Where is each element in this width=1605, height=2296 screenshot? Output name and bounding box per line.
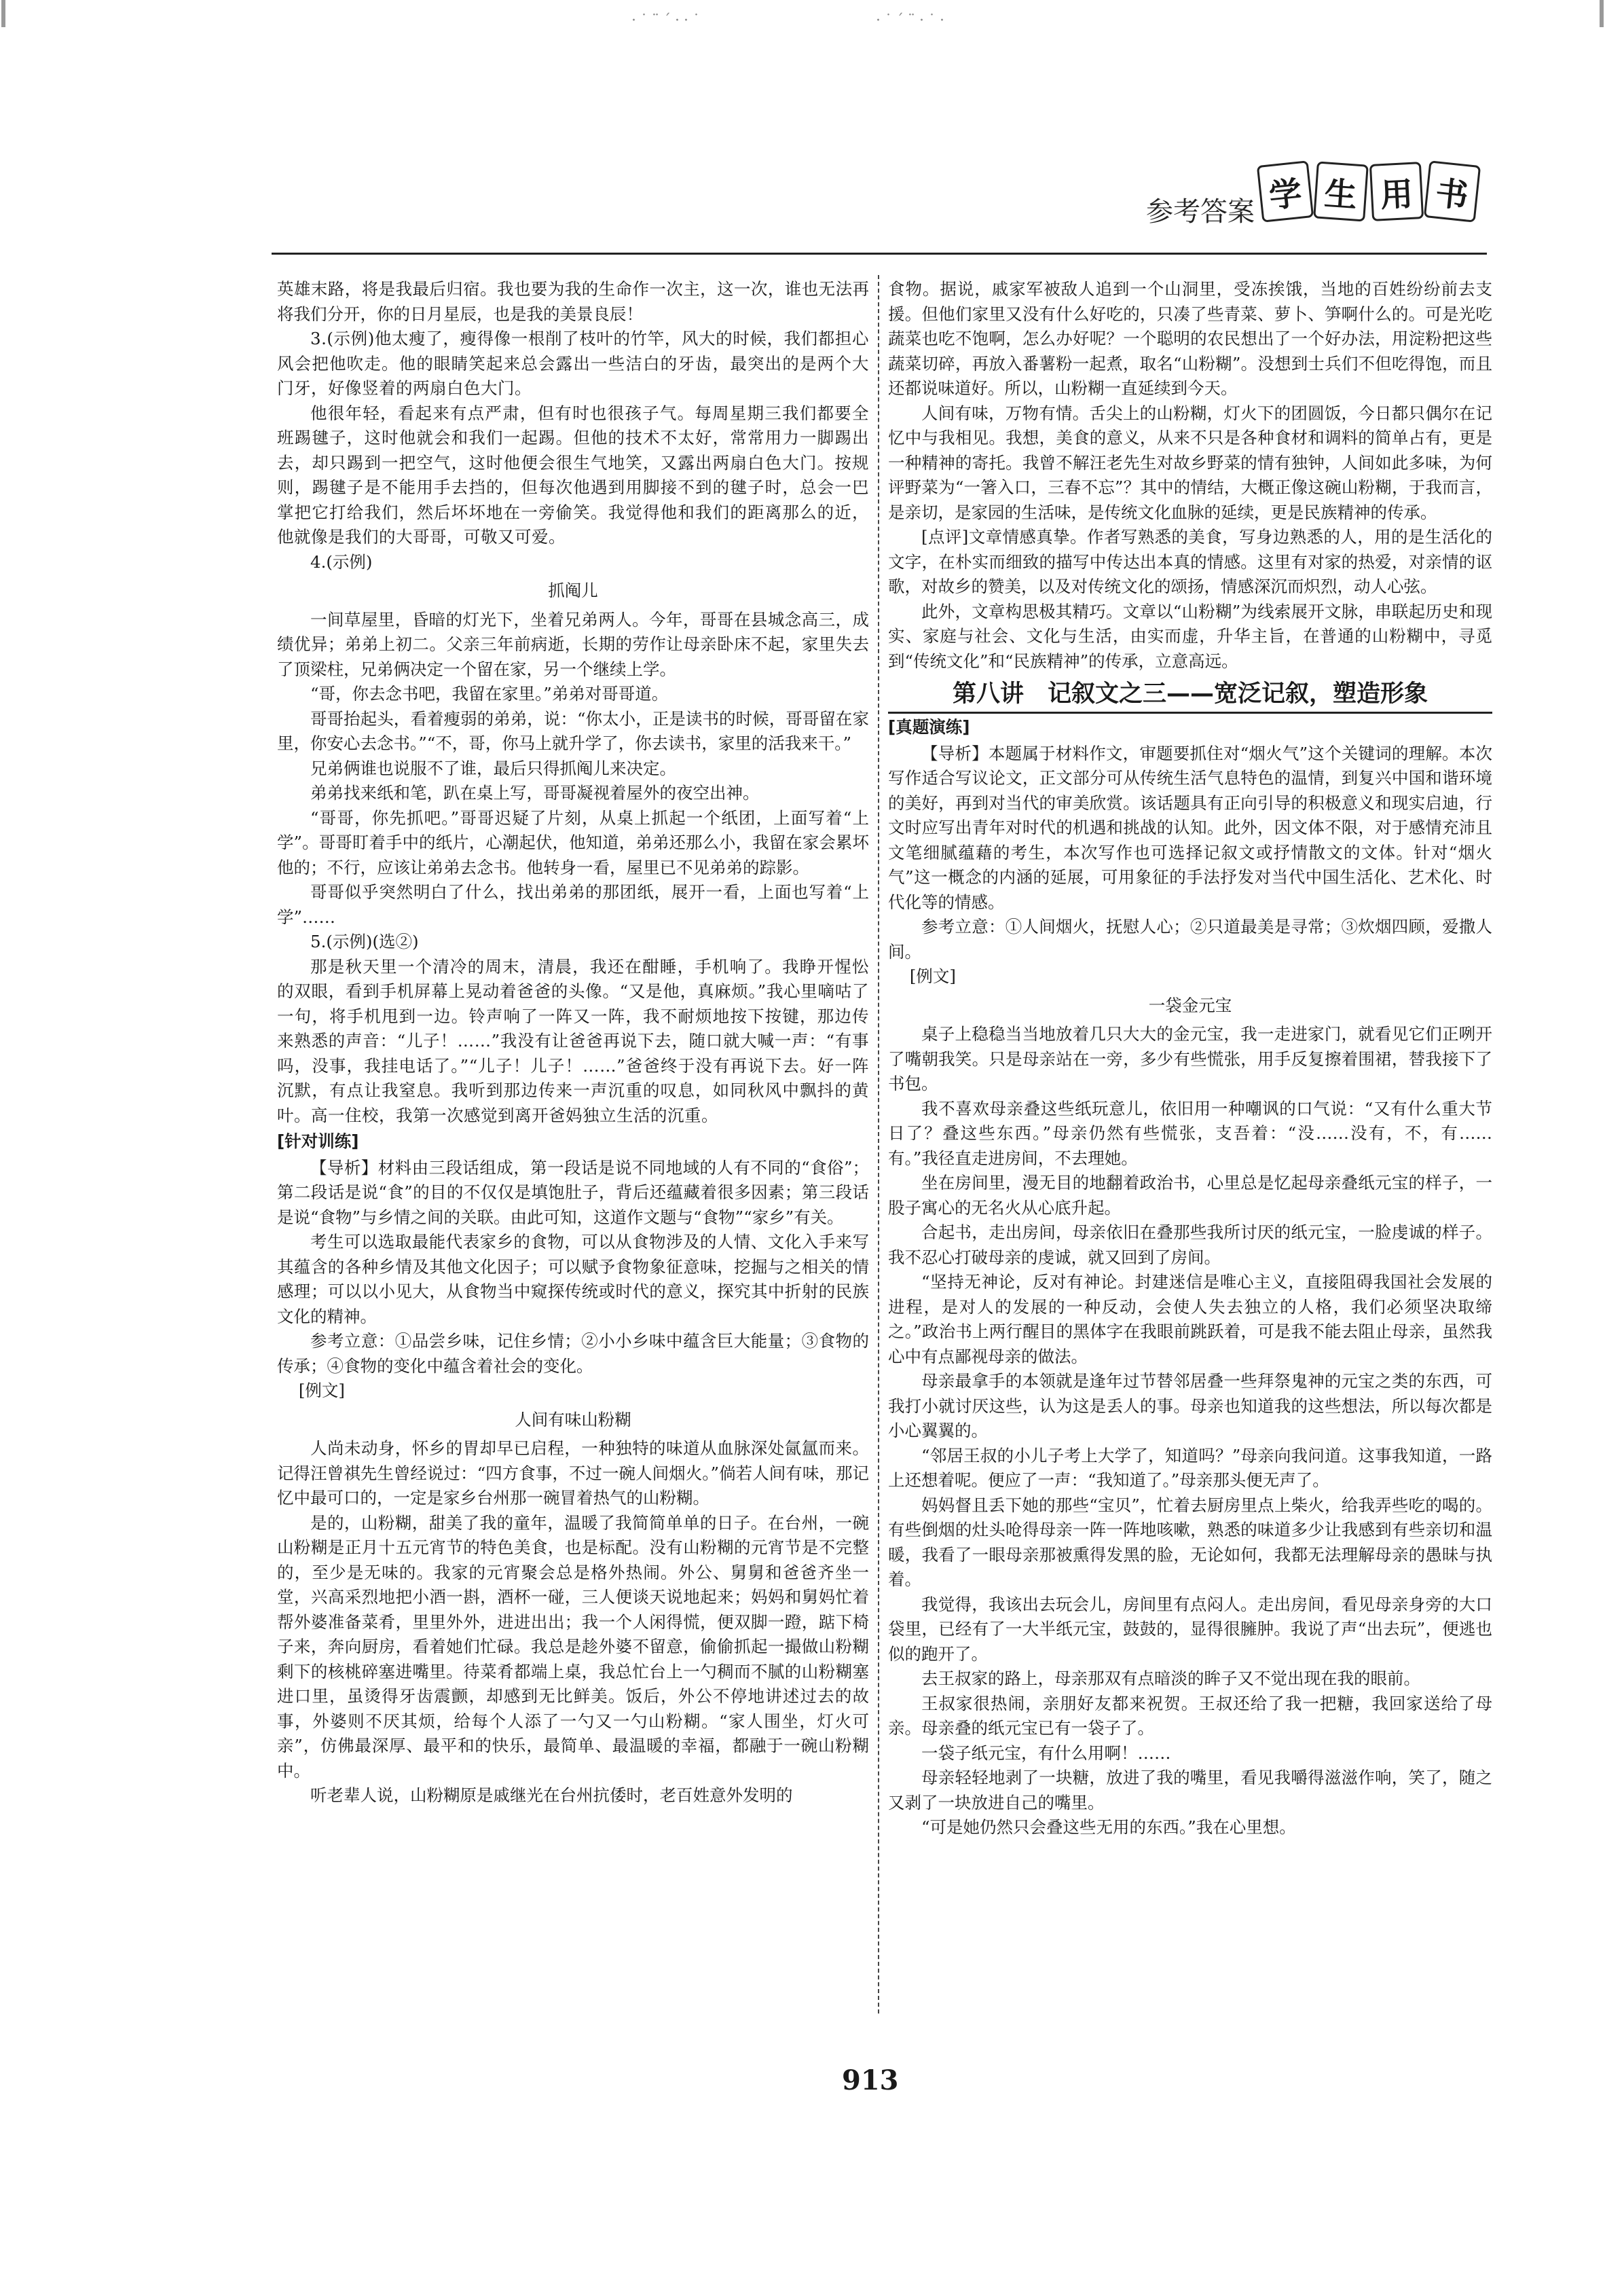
badge-char-3: 用 [1369,162,1424,221]
paragraph: 3.(示例)他太瘦了，瘦得像一根削了枝叶的竹竿，风大的时候，我们都担心风会把他吹走。他的眼睛笑起来总会露出一些洁白的牙齿，最突出的是两个大门牙，好像竖着的两扇白色大门。 [277,329,869,398]
paragraph: 人尚未动身，怀乡的胃却早已启程，一种独特的味道从血脉深处氤氲而来。记得汪曾祺先生曾经说过：“四方食事，不过一碗人间烟火。”倘若人间有味，那记忆中最可口的，一定是家乡台州那一碗冒着热气的山粉糊。 [277,1438,869,1508]
essay-title: 抓阄儿 [548,581,598,600]
paragraph: 合起书，走出房间，母亲依旧在叠那些我所讨厌的纸元宝，一脸虔诚的样子。我不忍心打破母亲的虔诚，就又回到了房间。 [888,1222,1492,1267]
scan-mark-right [1600,0,1604,27]
answer-key-label: 参考答案 [1146,196,1255,227]
badge-char-4: 书 [1424,160,1481,222]
column-divider [878,275,879,2013]
paragraph: 听老辈人说，山粉糊原是戚继光在台州抗倭时，老百姓意外发明的 [310,1785,793,1805]
paragraph: 【导析】材料由三段话组成，第一段话是说不同地域的人有不同的“食俗”；第二段话是说“食”的目的不仅仅是填饱肚子，背后还蕴藏着很多因素；第三段话是说“食物”与乡情之间的关联。由此可知，这道作文题与“食物”“家乡”有关。 [277,1157,869,1227]
section-tag: [例文] [298,1381,345,1400]
paragraph: 一间草屋里，昏暗的灯光下，坐着兄弟两人。今年，哥哥在县城念高三，成绩优异；弟弟上初二。父亲三年前病逝，长期的劳作让母亲卧床不起，家里失去了顶梁柱，兄弟俩决定一个留在家，另一个继续上学。 [277,609,869,679]
paragraph: 哥哥似乎突然明白了什么，找出弟弟的那团纸，展开一看，上面也写着“上学”…… [277,882,869,927]
scan-mark-left [1,0,5,27]
essay-title: 一袋金元宝 [1148,995,1232,1015]
item-label: 5.(示例)(选②) [310,932,419,951]
paragraph: “哥哥，你先抓吧。”哥哥迟疑了片刻，从桌上抓起一个纸团，上面写着“上学”。哥哥盯着手中的纸片，心潮起伏，他知道，弟弟还那么小，我留在家会累坏他的；不行，应该让弟弟去念书。他转身一看，屋里已不见弟弟的踪影。 [277,807,869,877]
paragraph: 哥哥抬起头，看着瘦弱的弟弟，说：“你太小，正是读书的时候，哥哥留在家里，你安心去念书。”“不，哥，你马上就升学了，你去读书，家里的活我来干。” [277,708,869,753]
paragraph: 一袋子纸元宝，有什么用啊！…… [921,1743,1171,1763]
paragraph: 桌子上稳稳当当地放着几只大大的金元宝，我一走进家门，就看见它们正咧开了嘴朝我笑。只是母亲站在一旁，多少有些慌张，用手反复擦着围裙，替我接下了书包。 [888,1024,1492,1093]
paragraph: 【导析】本题属于材料作文，审题要抓住对“烟火气”这个关键词的理解。本次写作适合写议论文，正文部分可从传统生活气息特色的温情，到复兴中国和谐环境的美好，再到对当代的审美欣赏。该话题具有正向引导的积极意义和现实启迪，行文时应写出青年对时代的机遇和挑战的认知。此外，因文体不限，对于感情充沛且文笔细腻蕴藉的考生，本次写作也可选择记叙文或抒情散文的文体。针对“烟火气”这一概念的内涵的延展，可用象征的手法抒发对当代中国生活化、艺术化、时代化等的情感。 [888,743,1492,912]
paragraph: 王叔家很热闹，亲朋好友都来祝贺。王叔还给了我一把糖，我回家送给了母亲。母亲叠的纸元宝已有一袋子了。 [888,1693,1492,1738]
paragraph: 那是秋天里一个清冷的周末，清晨，我还在酣睡，手机响了。我睁开惺忪的双眼，看到手机屏幕上晃动着爸爸的头像。“又是他，真麻烦。”我心里嘀咕了一句，将手机甩到一边。铃声响了一阵又一阵，我不耐烦地按下按键，那边传来熟悉的声音：“儿子！……”我没有让爸爸再说下去，随口就大喊一声：“有事吗，没事，我挂电话了。”“儿子！儿子！……”爸爸终于没有再说下去。好一阵沉默，有点让我窒息。我听到那边传来一声沉重的叹息，如同秋风中飘抖的黄叶。高一住校，我第一次感觉到离开爸妈独立生活的沉重。 [277,956,869,1125]
paragraph: 坐在房间里，漫无目的地翻着政治书，心里总是忆起母亲叠纸元宝的样子，一股子寓心的无名火从心底升起。 [888,1173,1492,1218]
paragraph: 食物。据说，戚家军被敌人追到一个山洞里，受冻挨饿，当地的百姓纷纷前去支援。但他们家里又没有什么好吃的，只凑了些青菜、萝卜、笋啊什么的。可是光吃蔬菜也吃不饱啊，怎么办好呢？一个聪明的农民想出了一个好办法，用淀粉把这些蔬菜切碎，再放入番薯粉一起煮，取名“山粉糊”。没想到士兵们不但吃得饱，而且还都说味道好。所以，山粉糊一直延续到今天。 [888,279,1492,398]
paragraph: “坚持无神论，反对有神论。封建迷信是唯心主义，直接阻碍我国社会发展的进程，是对人的发展的一种反动，会使人失去独立的人格，我们必须坚决取缔之。”政治书上两行醒目的黑体字在我眼前跳跃着，可是我不能去阻止母亲，虽然我心中有点鄙视母亲的做法。 [888,1272,1492,1366]
student-book-badges [1259,163,1478,220]
paragraph: 参考立意：①品尝乡味，记住乡情；②小小乡味中蕴含巨大能量；③食物的传承；④食物的变化中蕴含着社会的变化。 [277,1331,869,1376]
section-tag: [针对训练] [277,1131,359,1151]
paragraph: 考生可以选取最能代表家乡的食物，可以从食物涉及的人情、文化入手来写其蕴含的各种乡情及其他文化因子；可以赋予食物象征意味，挖掘与之相关的情感理；可以以小见大，从食物当中窥探传统或时代的意义，探究其中折射的民族文化的精神。 [277,1232,869,1326]
paragraph: “邻居王叔的小儿子考上大学了，知道吗？”母亲向我问道。这事我知道，一路上还想着呢。便应了一声：“我知道了。”母亲那头便无声了。 [888,1445,1492,1490]
paragraph: “哥，你去念书吧，我留在家里。”弟弟对哥哥道。 [310,684,669,704]
paragraph: “可是她仍然只会叠这些无用的东西。”我在心里想。 [921,1817,1296,1837]
item-label: 4.(示例) [310,551,373,572]
page-number: 913 [842,2064,899,2096]
paragraph: 兄弟俩谁也说服不了谁，最后只得抓阄儿来决定。 [310,758,676,778]
left-column [277,277,869,1808]
paragraph: 是的，山粉糊，甜美了我的童年，温暖了我简简单单的日子。在台州，一碗山粉糊是正月十五元宵节的特色美食，也是标配。没有山粉糊的元宵节是不完整的，至少是无味的。我家的元宵聚会总是格外热闹。外公、舅舅和爸爸齐坐一堂，兴高采烈地把小酒一斟，酒杯一碰，三人便谈天说地起来；妈妈和舅妈忙着帮外婆准备菜肴，里里外外，进进出出；我一个人闲得慌，便双脚一蹬，踮下椅子来，奔向厨房，看着她们忙碌。我总是趁外婆不留意，偷偷抓起一撮做山粉糊剩下的核桃碎塞进嘴里。待菜肴都端上桌，我总忙台上一勺稠而不腻的山粉糊塞进口里，虽烫得牙齿震颤，却感到无比鲜美。饭后，外公不停地讲述过去的故事，外婆则不厌其烦，给每个人添了一勺又一勺山粉糊。“家人围坐，灯火可亲”，仿佛最深厚、最平和的快乐，最简单、最温暖的幸福，都融于一碗山粉糊中。 [277,1512,869,1781]
essay-title: 人间有味山粉糊 [515,1409,631,1429]
section-tag: [例文] [909,966,956,986]
paragraph: 此外，文章构思极其精巧。文章以“山粉糊”为线索展开文脉，串联起历史和现实、家庭与社会、文化与生活，由实而虚，升华主旨，在普通的山粉糊中，寻觅到“传统文化”和“民族精神”的传承，立意高远。 [888,601,1492,671]
section-tag: [真题演练] [888,717,970,737]
paragraph: 他很年轻，看起来有点严肃，但有时也很孩子气。每周星期三我们都要全班踢毽子，这时他就会和我们一起踢。但他的技术不太好，常常用力一脚踢出去，却只踢到一把空气，这时他便会很生气地笑，又露出两扇白色大门。按规则，踢毽子是不能用手去挡的，但每次他遇到用脚接不到的毽子时，总会一巴掌把它打给我们，然后坏坏地在一旁偷笑。我觉得他和我们的距离那么的近，他就像是我们的大哥哥，可敬又可爱。 [277,403,869,547]
paragraph: 弟弟找来纸和笔，趴在桌上写，哥哥凝视着屋外的夜空出神。 [310,783,760,803]
badge-char-2: 生 [1313,161,1369,221]
right-column [888,277,1492,1840]
paragraph: 我不喜欢母亲叠这些纸玩意儿，依旧用一种嘲讽的口气说：“又有什么重大节日了？叠这些东西。”母亲仍然有些慌张，支吾着：“没……没有，不，有……有。”我径直走进房间，不去理她。 [888,1098,1492,1168]
lecture-title: 第八讲 记叙文之三——宽泛记叙，塑造形象 [888,676,1492,714]
paragraph: 母亲最拿手的本领就是逢年过节替邻居叠一些拜祭鬼神的元宝之类的东西，可我打小就讨厌这些，认为这是丢人的事。母亲也知道我的这些想法，所以每次都是小心翼翼的。 [888,1371,1492,1440]
paragraph: 妈妈督且丢下她的那些“宝贝”，忙着去厨房里点上柴火，给我弄些吃的喝的。有些倒烟的灶头呛得母亲一阵一阵地咳嗽，熟悉的味道多少让我感到有些亲切和温暖，我看了一眼母亲那被熏得发黑的脸，无论如何，我都无法理解母亲的愚昧与执着。 [888,1495,1492,1589]
paragraph: 英雄末路，将是我最后归宿。我也要为我的生命作一次主，这一次，谁也无法再将我们分开，你的日月星辰，也是我的美景良辰！ [277,279,869,324]
paragraph: 母亲轻轻地剥了一块糖，放进了我的嘴里，看见我嚼得滋滋作响，笑了，随之又剥了一块放进自己的嘴里。 [888,1768,1492,1812]
scan-noise-top-1: ·˙¨ˊ··˙ [631,12,704,29]
header-rule [272,253,1487,255]
paragraph: 我觉得，我该出去玩会儿，房间里有点闷人。走出房间，看见母亲身旁的大口袋里，已经有了一大半纸元宝，鼓鼓的，显得很臃肿。我说了声“出去玩”，便逃也似的跑开了。 [888,1594,1492,1664]
paragraph: [点评]文章情感真挚。作者写熟悉的美食，写身边熟悉的人，用的是生活化的文字，在朴实而细致的描写中传达出本真的情感。这里有对家的热爱，对亲情的讴歌，对故乡的赞美，以及对传统文化的颂扬，情感深沉而炽烈，动人心弦。 [888,527,1492,596]
paragraph: 人间有味，万物有情。舌尖上的山粉糊，灯火下的团圆饭，今日都只偶尔在记忆中与我相见。我想，美食的意义，从来不只是各种食材和调料的简单占有，更是一种精神的寄托。我曾不解汪老先生对故乡野菜的情有独钟，人间如此多味，为何评野菜为“一箸入口，三春不忘”？其中的情结，大概正像这碗山粉糊，于我而言，是亲切，是家园的生活味，是传统文化血脉的延续，更是民族精神的传承。 [888,403,1492,522]
paragraph: 去王叔家的路上，母亲那双有点暗淡的眸子又不觉出现在我的眼前。 [921,1669,1420,1688]
paragraph: 参考立意：①人间烟火，抚慰人心；②只道最美是寻常；③炊烟四顾，爱撒人间。 [888,917,1492,962]
scan-noise-top-2: ·˙ˊ¨·˙· [876,12,948,29]
badge-char-1: 学 [1257,160,1314,222]
